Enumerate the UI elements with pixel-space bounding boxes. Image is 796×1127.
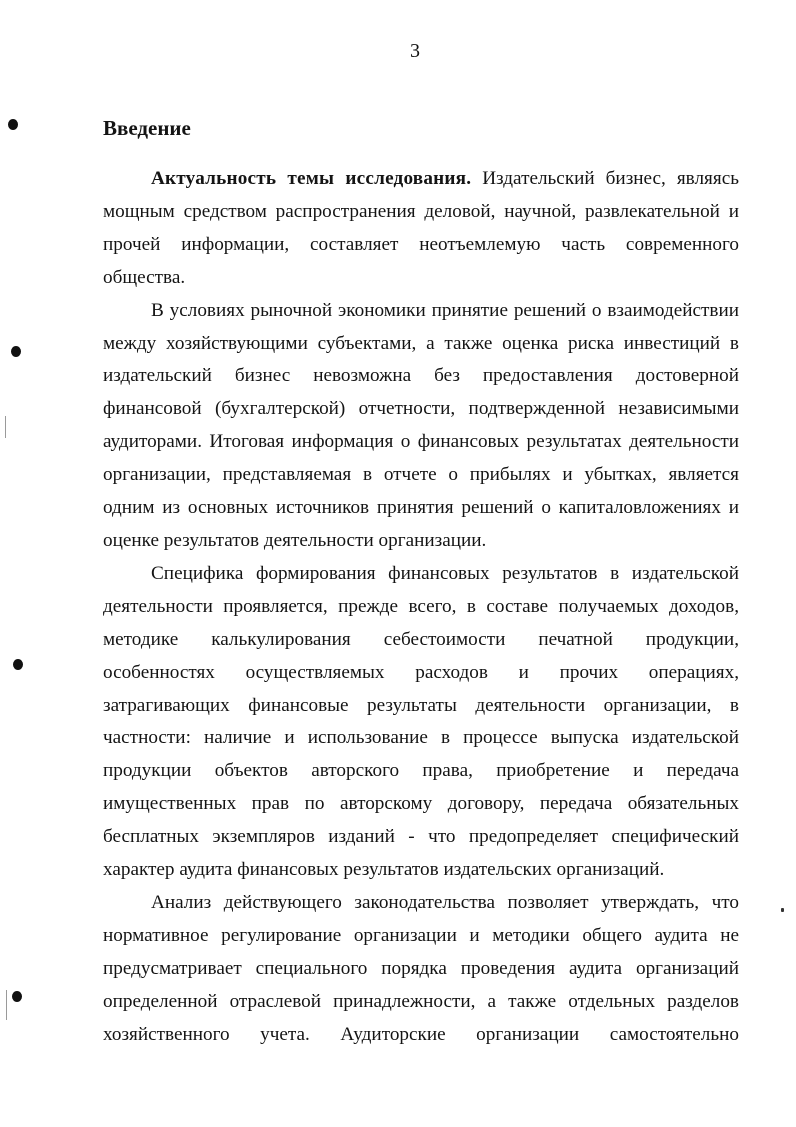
punch-hole-4 [12,991,22,1002]
paragraph-relevance [103,163,739,295]
paragraph-market-conditions: В условиях рыночной экономики принятие решений о взаимодействии между хозяйствующими субъектами, а также оценка риска инвестиций в издательский бизнес невозможна без предоставления достоверной финансовой (бухгалтерской) отчетности, подтвержденной независимыми аудиторами. Итоговая информация о финансовых результатах деятельности организации, представляемая в отчете о прибылях и убытках, является одним из основных источников принятия решений о капиталовложениях и оценке результатов деятельности организации. [103,299,739,551]
punch-hole-3 [13,659,23,670]
page-number: 3 [410,40,420,62]
paragraph-specifics: Специфика формирования финансовых результатов в издательской деятельности проявляется, прежде всего, в составе получаемых доходов, методике калькулирования себестоимости печатной продукции, особенностях осуществляемых расходов и прочих операциях, затрагивающих финансовые результаты деятельности организации, в частности: наличие и использование в процессе выпуска издательской продукции объектов авторского права, приобретение и передача имущественных прав по авторскому договору, передача обязательных бесплатных экземпляров изданий - что предопределяет специфический характер аудита финансовых результатов издательских организаций. [103,562,739,881]
paragraph-text: Издательский бизнес, являясь мощным средством распространения деловой, научной, развлекательной и прочей информации, составляет неотъемлемую часть современного общества. [103,168,739,288]
paragraph-legislation-analysis: Анализ действующего законодательства позволяет утверждать, что нормативное регулирование организации и методики общего аудита не предусматривает специального порядка проведения аудита организаций определенной отраслевой принадлежности, а также отдельных разделов хозяйственного учета. Аудиторские организации самостоятельно [103,891,739,1045]
section-heading: Введение [103,116,191,140]
document-body [103,163,739,1051]
paragraph-lead: Актуальность темы исследования. [151,168,472,189]
scan-edge-mark-1 [5,416,6,438]
scan-edge-mark-2 [6,990,7,1020]
scan-speck [781,908,784,912]
punch-hole-2 [11,346,21,357]
punch-hole-1 [8,119,18,130]
